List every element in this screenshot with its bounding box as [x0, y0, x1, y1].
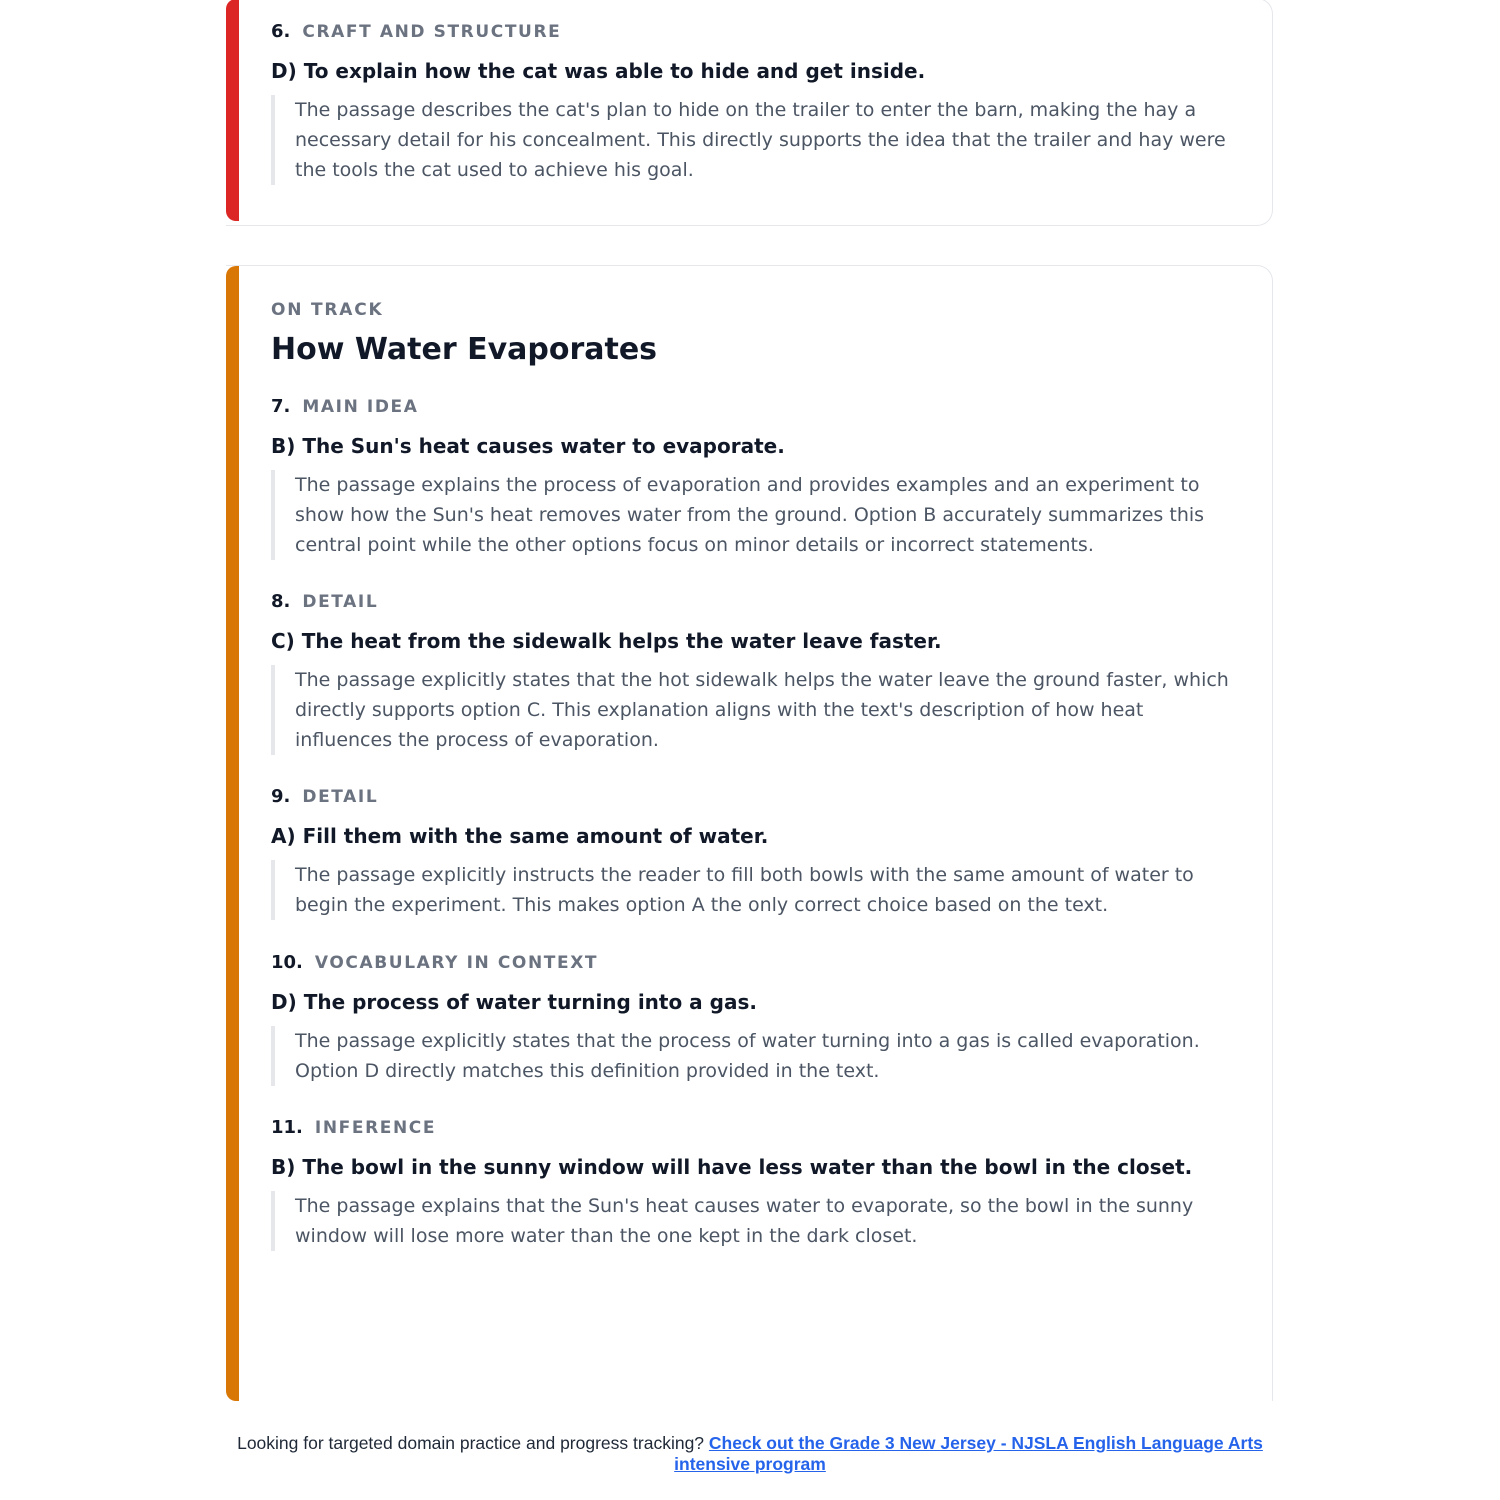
question-skill-label: MAIN IDEA	[302, 397, 419, 417]
question-number: 10.	[271, 952, 303, 973]
result-card-passage	[226, 265, 1273, 1401]
question-number: 8.	[271, 591, 291, 612]
correct-answer: D) The process of water turning into a gas.	[271, 990, 757, 1014]
question-number: 11.	[271, 1117, 303, 1138]
question-number: 9.	[271, 786, 291, 807]
question-skill-label: DETAIL	[302, 787, 379, 807]
program-link[interactable]: Check out the Grade 3 New Jersey - NJSLA English Language Arts intensive program	[674, 1433, 1263, 1474]
question-item	[271, 1117, 1242, 1251]
answer-explanation: The passage explicitly states that the hot sidewalk helps the water leave the ground faster, which directly supports option C. This explanation aligns with the text's description of how heat influences the process of evaporation.	[271, 665, 1242, 755]
card-accent-bar-orange	[226, 266, 239, 1401]
answer-explanation: The passage explicitly instructs the reader to fill both bowls with the same amount of water to begin the experiment. This makes option A the only correct choice based on the text.	[271, 860, 1242, 920]
question-item	[271, 591, 1242, 755]
question-skill-label: CRAFT AND STRUCTURE	[302, 22, 562, 42]
correct-answer: C) The heat from the sidewalk helps the water leave faster.	[271, 629, 942, 653]
result-card-craft	[226, 0, 1273, 226]
question-skill-label: DETAIL	[302, 592, 379, 612]
answer-explanation: The passage describes the cat's plan to hide on the trailer to enter the barn, making the hay a necessary detail for his concealment. This directly supports the idea that the trailer and hay were the tools the cat used to achieve his goal.	[271, 95, 1242, 185]
question-item	[271, 952, 1242, 1086]
answer-explanation: The passage explains that the Sun's heat causes water to evaporate, so the bowl in the sunny window will lose more water than the one kept in the dark closet.	[271, 1191, 1242, 1251]
footer-text: Looking for targeted domain practice and progress tracking?	[237, 1433, 705, 1453]
correct-answer: B) The bowl in the sunny window will have less water than the bowl in the closet.	[271, 1155, 1193, 1179]
card-accent-bar-red	[226, 0, 239, 221]
correct-answer: D) To explain how the cat was able to hide and get inside.	[271, 59, 926, 83]
question-item	[271, 396, 1242, 560]
status-badge: ON TRACK	[271, 300, 384, 320]
question-item	[271, 786, 1242, 920]
passage-title: How Water Evaporates	[271, 332, 658, 367]
correct-answer: A) Fill them with the same amount of water.	[271, 824, 769, 848]
question-number: 7.	[271, 396, 291, 417]
question-number: 6.	[271, 21, 291, 42]
correct-answer: B) The Sun's heat causes water to evaporate.	[271, 434, 785, 458]
question-item	[271, 21, 1242, 185]
answer-explanation: The passage explains the process of evaporation and provides examples and an experiment to show how the Sun's heat removes water from the ground. Option B accurately summarizes this central point while the other options focus on minor details or incorrect statements.	[271, 470, 1242, 560]
question-skill-label: INFERENCE	[314, 1118, 437, 1138]
question-skill-label: VOCABULARY IN CONTEXT	[314, 953, 599, 973]
footer-promo	[225, 1433, 1275, 1475]
answer-explanation: The passage explicitly states that the process of water turning into a gas is called evaporation. Option D directly matches this definition provided in the text.	[271, 1026, 1242, 1086]
